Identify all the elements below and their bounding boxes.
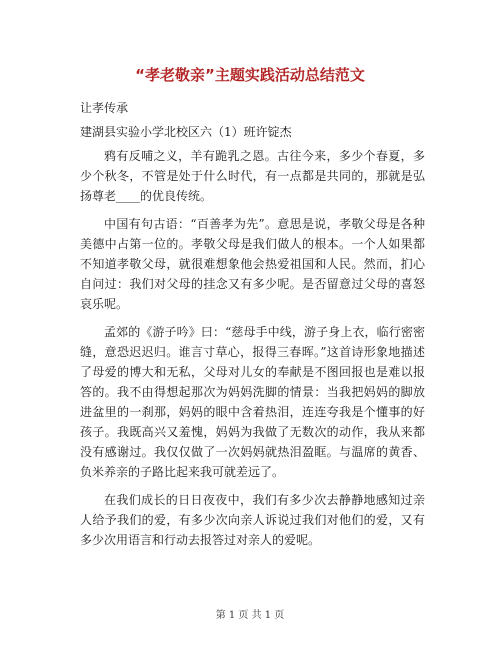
paragraph: 鸦有反哺之义，羊有跪乳之恩。古往今来，多少个春夏，多少个秋冬，不管是处于什么时代，有一点都是共同的，那就是弘扬尊老____的优良传统。 <box>80 149 425 203</box>
author-byline: 建湖县实验小学北校区六（1）班许锭杰 <box>80 125 292 139</box>
document-subtitle: 让孝传承 <box>80 101 129 115</box>
document-title: “孝老敬亲”主题实践活动总结范文 <box>135 66 365 84</box>
paragraph: 中国有句古语：“百善孝为先”。意思是说，孝敬父母是各种美德中占第一位的。孝敬父母是我们做人的根本。一个人如果都不知道孝敬父母，就很难想象他会热爱祖国和人民。然而，扪心自问过：我们对父母的挂念又有多少呢。是否留意过父母的喜怒哀乐呢。 <box>80 217 425 311</box>
paragraph: 在我们成长的日日夜夜中，我们有多少次去静静地感知过亲人给予我们的爱，有多少次向亲人诉说过我们对他们的爱，又有多少次用语言和行动去报答过对亲人的爱呢。 <box>80 493 425 547</box>
page-footer: 第 1 页 共 1 页 <box>215 610 285 621</box>
document-body <box>80 146 425 558</box>
paragraph: 孟郊的《游子吟》曰：“慈母手中线，游子身上衣，临行密密缝，意恐迟迟归。谁言寸草心，报得三春晖。”这首诗形象地描述了母爱的博大和无私，父母对儿女的奉献是不图回报也是难以报答的。我不由得想起那次为妈妈洗脚的情景：当我把妈妈的脚放进盆里的一刹那，妈妈的眼中含着热泪，连连夸我是个懂事的好孩子。我既高兴又羞愧，妈妈为我做了无数次的动作，我从来都没有感谢过。我仅仅做了一次妈妈就热泪盈眶。与温席的黄香、负米养亲的子路比起来我可就差远了。 <box>80 325 425 479</box>
